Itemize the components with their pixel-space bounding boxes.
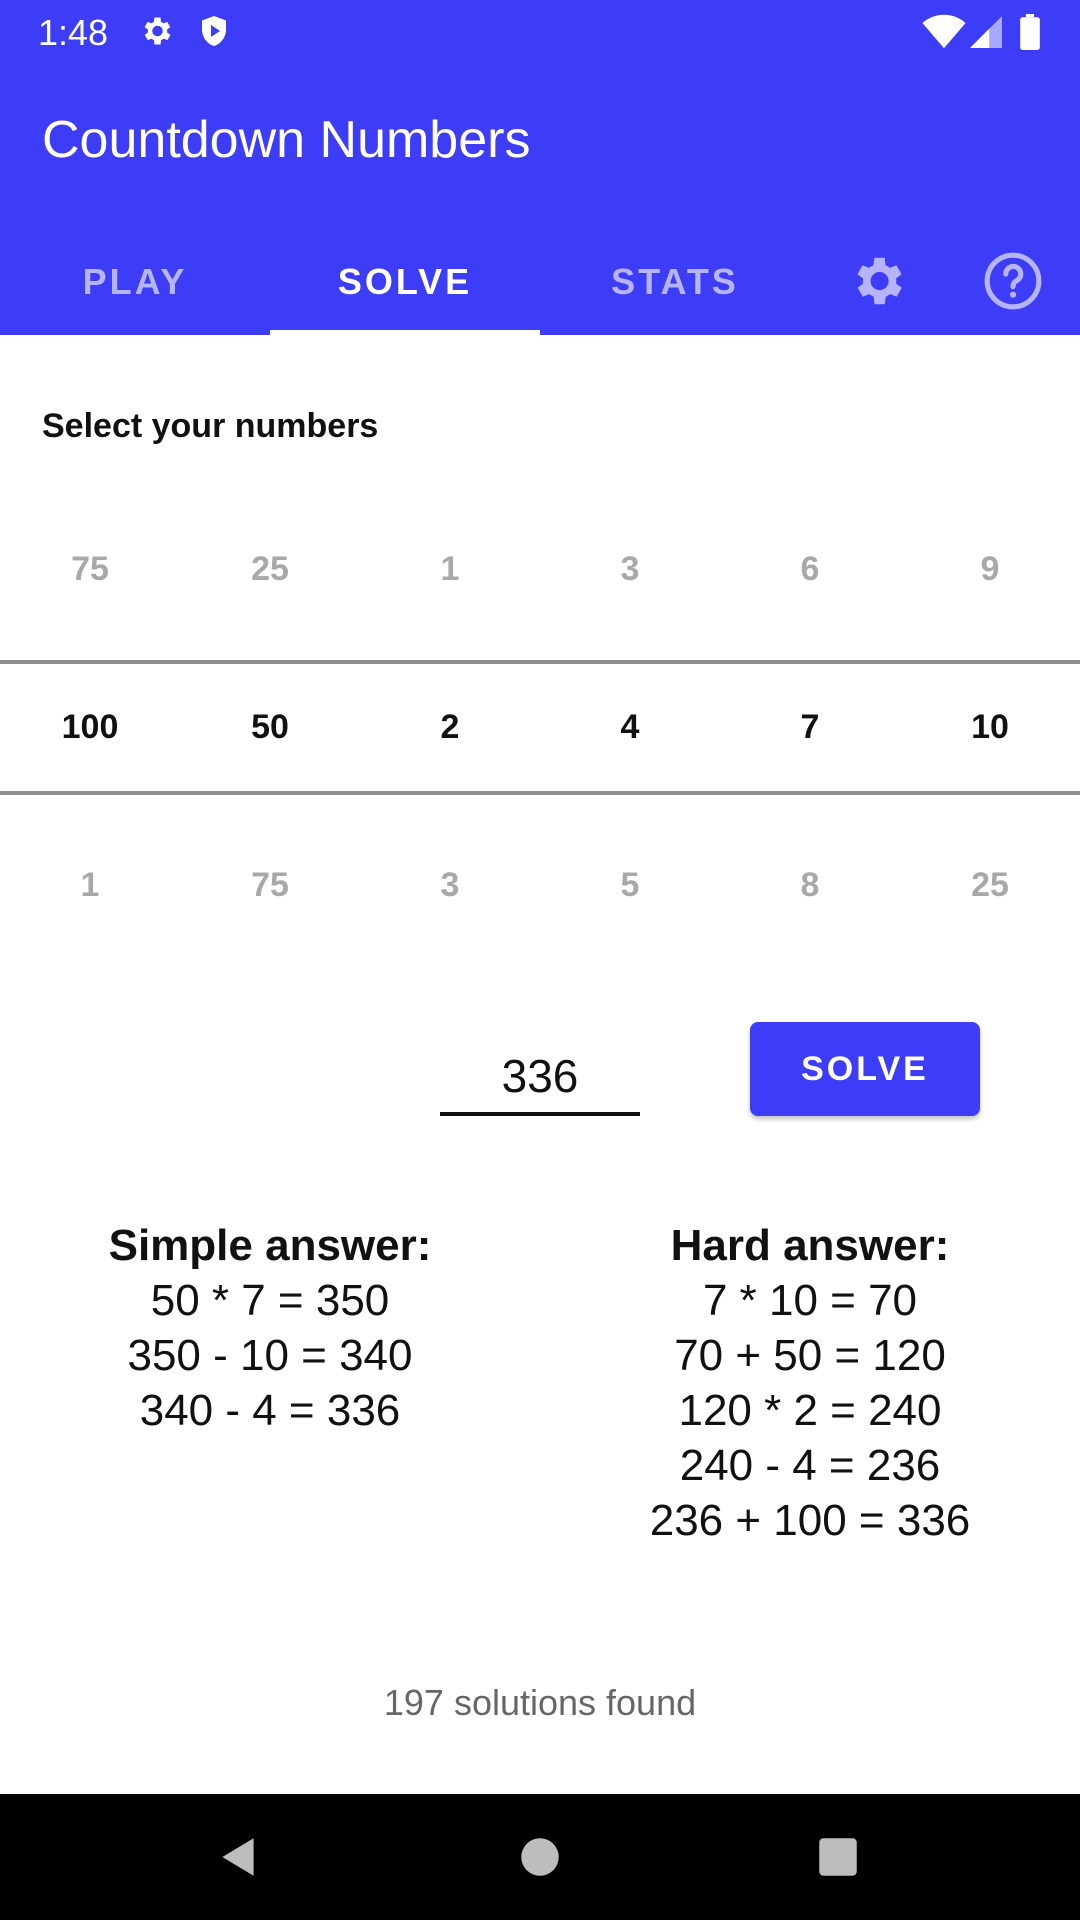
simple-answer-step: 340 - 4 = 336 bbox=[139, 1386, 401, 1435]
hard-answer-heading: Hard answer: bbox=[670, 1221, 950, 1270]
target-number-input[interactable] bbox=[440, 1040, 640, 1116]
hard-answer-step: 120 * 2 = 240 bbox=[678, 1386, 942, 1435]
status-time: 1:48 bbox=[38, 12, 109, 53]
app-bar bbox=[0, 0, 1080, 335]
picker-number[interactable]: 75 bbox=[71, 550, 109, 588]
system-nav-bar bbox=[0, 1794, 1080, 1920]
simple-answer bbox=[40, 1218, 500, 1438]
picker-number[interactable]: 9 bbox=[980, 550, 1000, 588]
picker-divider-top bbox=[0, 660, 1080, 664]
hard-answer-step: 240 - 4 = 236 bbox=[679, 1441, 941, 1490]
recents-icon[interactable] bbox=[813, 1832, 863, 1882]
picker-number[interactable]: 75 bbox=[251, 866, 289, 904]
picker-number[interactable]: 8 bbox=[800, 866, 820, 904]
status-bar bbox=[0, 0, 1080, 63]
picker-number[interactable]: 5 bbox=[620, 866, 640, 904]
picker-row-below bbox=[0, 866, 1080, 956]
hard-answer-step: 70 + 50 = 120 bbox=[674, 1331, 946, 1380]
back-icon[interactable] bbox=[214, 1832, 264, 1882]
picker-number-selected[interactable]: 4 bbox=[620, 708, 640, 746]
home-icon[interactable] bbox=[515, 1832, 565, 1882]
picker-number-selected[interactable]: 2 bbox=[440, 708, 460, 746]
picker-row-selected bbox=[0, 708, 1080, 798]
hard-answer-step: 236 + 100 = 336 bbox=[649, 1496, 971, 1545]
picker-number[interactable]: 1 bbox=[440, 550, 460, 588]
gear-icon[interactable] bbox=[846, 250, 908, 312]
picker-number[interactable]: 25 bbox=[971, 866, 1009, 904]
picker-number-selected[interactable]: 50 bbox=[251, 708, 289, 746]
tab-solve[interactable]: SOLVE bbox=[337, 260, 473, 302]
picker-number[interactable]: 25 bbox=[251, 550, 289, 588]
section-label: Select your numbers bbox=[42, 407, 379, 445]
tab-bar bbox=[0, 228, 1080, 335]
shield-status-icon bbox=[196, 13, 232, 49]
hard-answer-step: 7 * 10 = 70 bbox=[702, 1276, 918, 1325]
tab-indicator bbox=[270, 330, 540, 335]
solve-button[interactable]: SOLVE bbox=[750, 1022, 980, 1116]
solutions-count: 197 solutions found bbox=[383, 1682, 697, 1723]
picker-number[interactable]: 1 bbox=[80, 866, 100, 904]
simple-answer-heading: Simple answer: bbox=[108, 1221, 432, 1270]
simple-answer-step: 50 * 7 = 350 bbox=[150, 1276, 390, 1325]
settings-status-icon bbox=[138, 13, 174, 49]
tab-play[interactable]: PLAY bbox=[82, 260, 188, 302]
wifi-icon bbox=[922, 14, 966, 50]
picker-number-selected[interactable]: 7 bbox=[800, 708, 820, 746]
battery-icon bbox=[1018, 14, 1042, 50]
picker-number[interactable]: 3 bbox=[440, 866, 460, 904]
simple-answer-step: 350 - 10 = 340 bbox=[127, 1331, 413, 1380]
cell-signal-icon bbox=[970, 14, 1002, 50]
picker-number-selected[interactable]: 100 bbox=[61, 708, 119, 746]
tab-stats[interactable]: STATS bbox=[611, 260, 739, 302]
app-title: Countdown Numbers bbox=[42, 111, 531, 169]
picker-divider-bottom bbox=[0, 791, 1080, 795]
help-circle-icon[interactable] bbox=[982, 250, 1044, 312]
picker-number[interactable]: 6 bbox=[800, 550, 820, 588]
hard-answer bbox=[580, 1218, 1040, 1548]
picker-number[interactable]: 3 bbox=[620, 550, 640, 588]
picker-row-above bbox=[0, 550, 1080, 640]
picker-number-selected[interactable]: 10 bbox=[971, 708, 1009, 746]
